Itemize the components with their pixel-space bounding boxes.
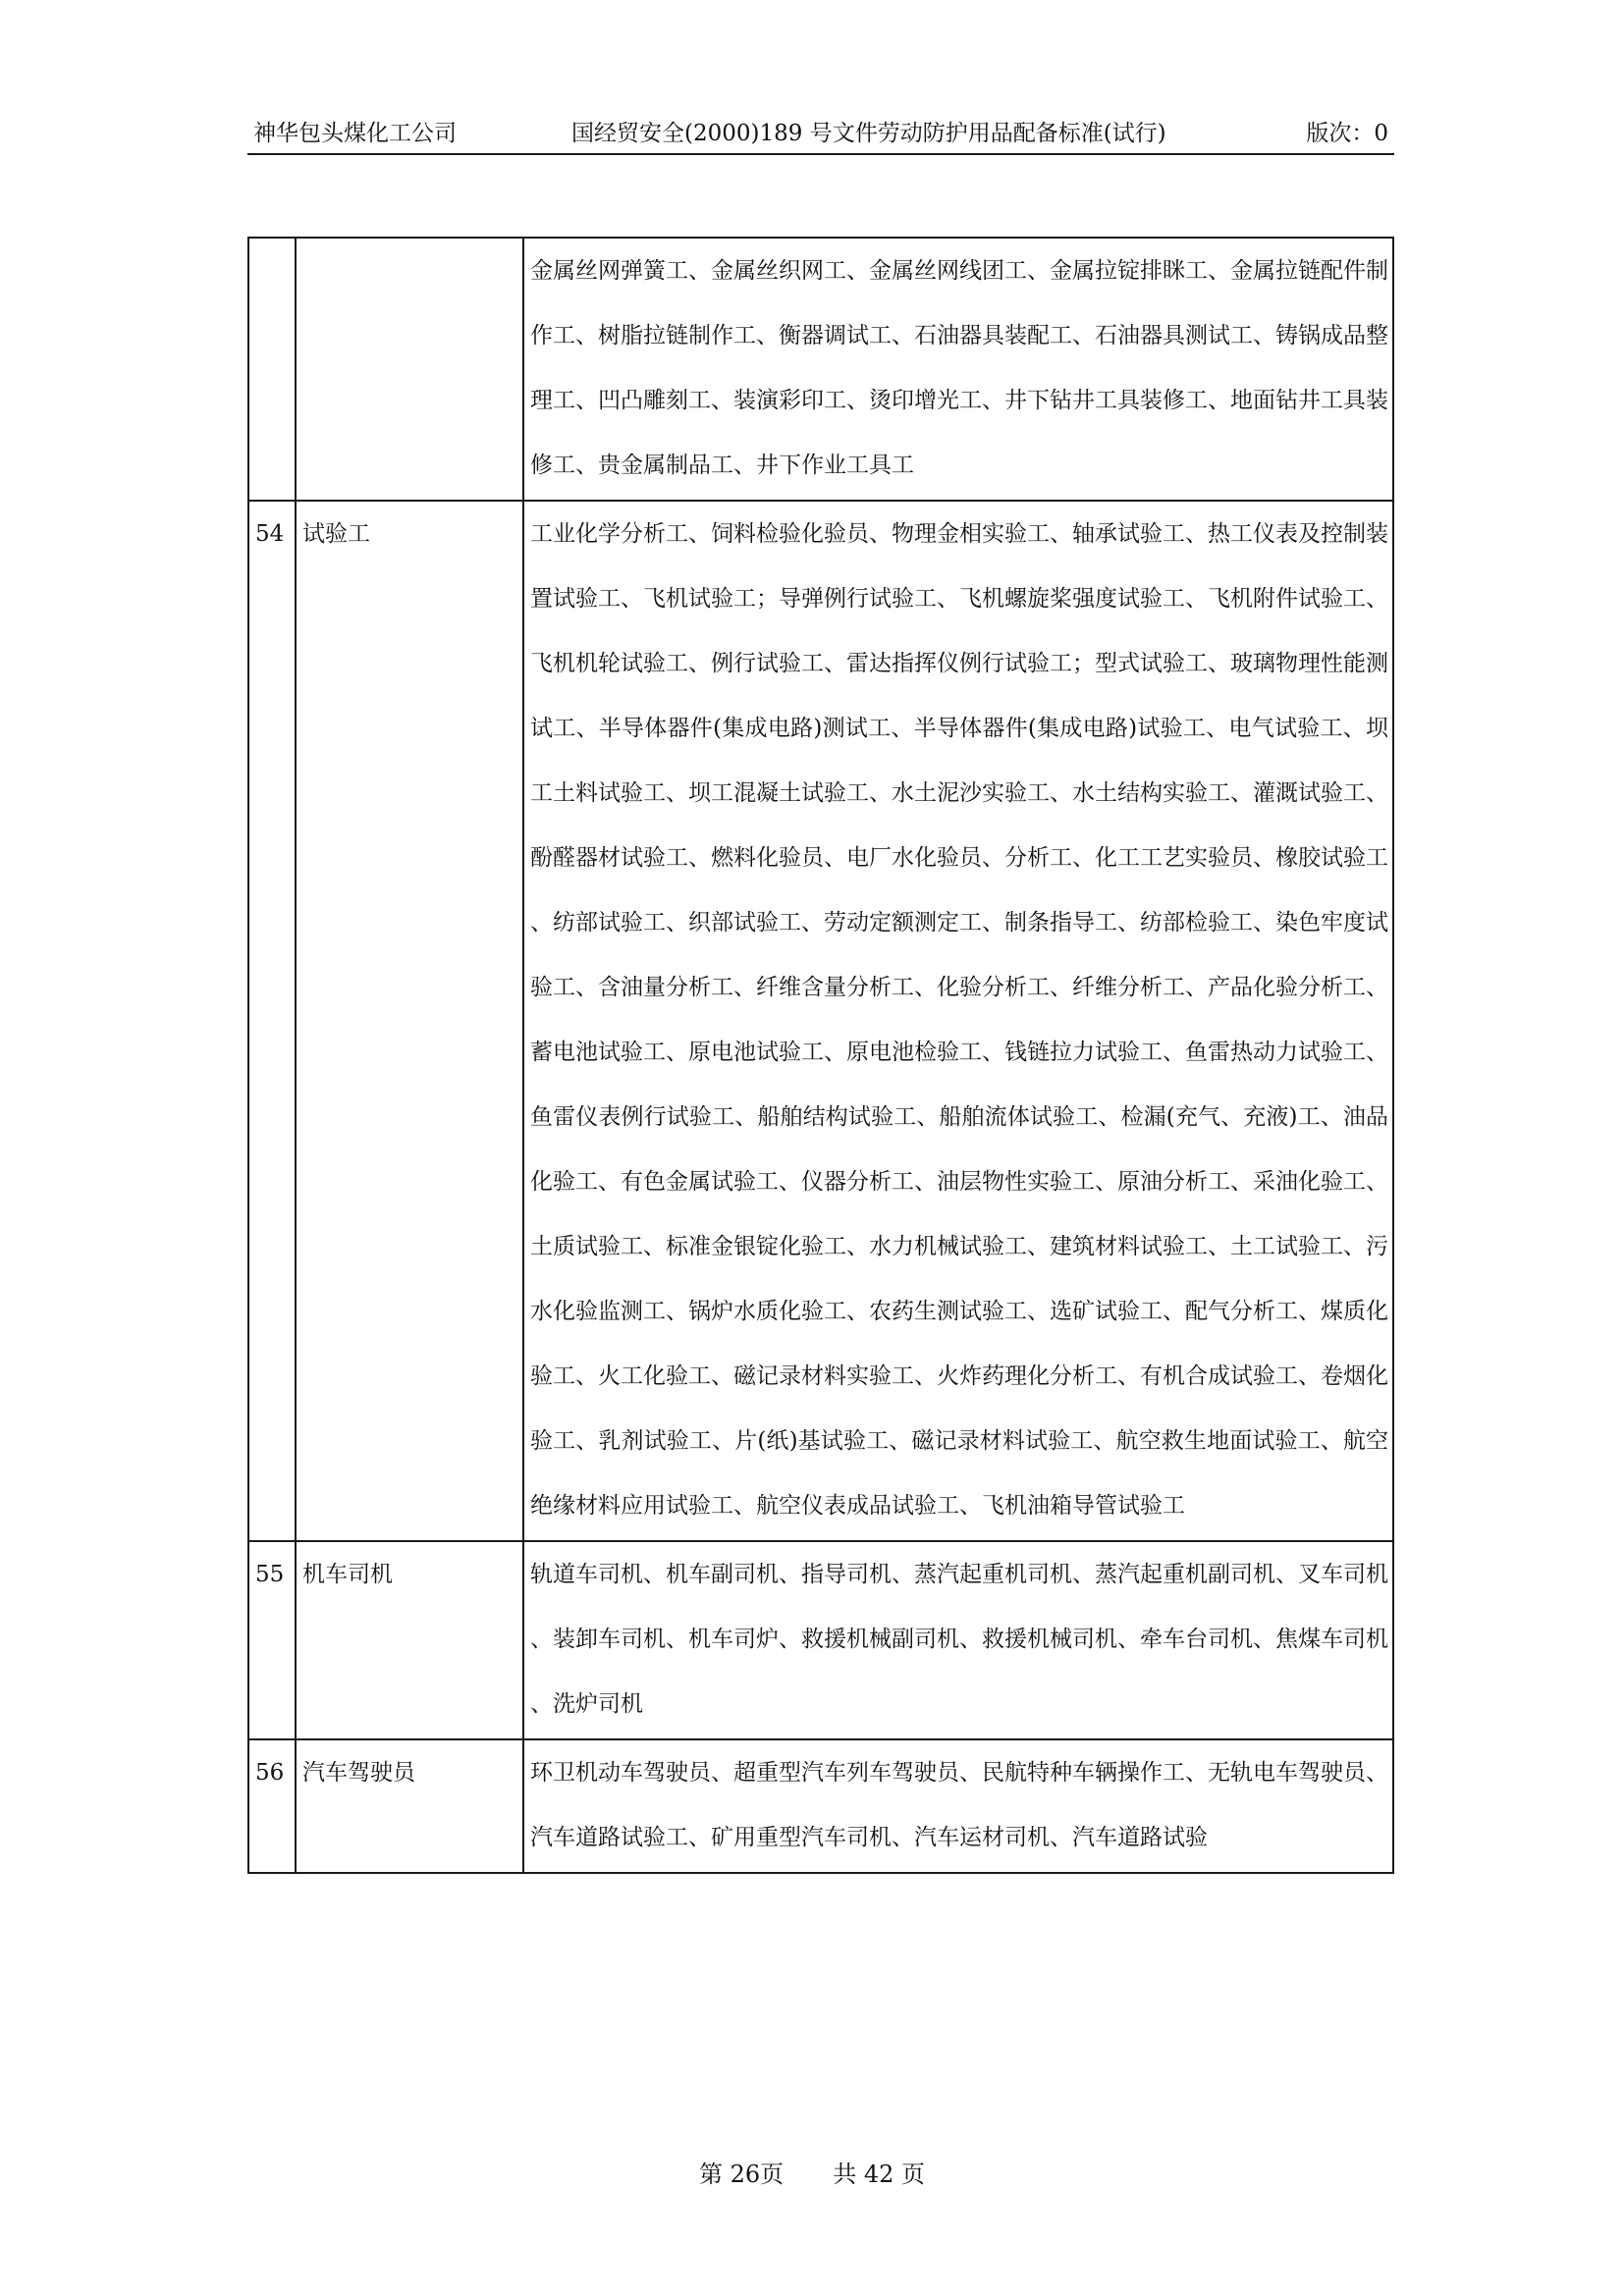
row-number-cell: 55: [248, 1541, 296, 1739]
job-list-text: 轨道车司机、机车副司机、指导司机、蒸汽起重机司机、蒸汽起重机副司机、叉车司机、装卸车司机、机车司炉、救援机械副司机、救援机械司机、牵车台司机、焦煤车司机、洗炉司机: [530, 1562, 1388, 1717]
row-number-cell: 56: [248, 1739, 296, 1873]
protective-equipment-table: [247, 237, 1394, 1874]
row-number-cell: [248, 238, 296, 501]
document-title: 国经贸安全(2000)189 号文件劳动防护用品配备标准(试行): [571, 121, 1166, 146]
total-page-count: 共 42 页: [833, 2161, 925, 2188]
job-list-cell: [523, 238, 1393, 501]
page-header: [247, 114, 1394, 155]
job-type-cell: 机车司机: [296, 1541, 523, 1739]
table-row: [248, 1541, 1393, 1739]
job-list-text: 工业化学分析工、饲料检验化验员、物理金相实验工、轴承试验工、热工仪表及控制装置试验工、飞机试验工；导弹例行试验工、飞机螺旋桨强度试验工、飞机附件试验工、飞机机轮试验工、例行试验工、雷达指挥仪例行试验工；型式试验工、玻璃物理性能测试工、半导体器件(集成电路)测试工、半导体器件(集成电路)试验工、电气试验工、坝工土料试验工、坝工混凝土试验工、水土泥沙实验工、水土结构实验工、灌溉试验工、酚醛器材试验工、燃料化验员、电厂水化验员、分析工、化工工艺实验员、橡胶试验工、纺部试验工、织部试验工、劳动定额测定工、制条指导工、纺部检验工、染色牢度试验工、含油量分析工、纤维含量分析工、化验分析工、纤维分析工、产品化验分析工、蓄电池试验工、原电池试验工、原电池检验工、钱链拉力试验工、鱼雷热动力试验工、鱼雷仪表例行试验工、船舶结构试验工、船舶流体试验工、检漏(充气、充液)工、油品化验工、有色金属试验工、仪器分析工、油层物性实验工、原油分析工、采油化验工、土质试验工、标准金银锭化验工、水力机械试验工、建筑材料试验工、土工试验工、污水化验监测工、锅炉水质化验工、农药生测试验工、选矿试验工、配气分析工、煤质化验工、火工化验工、磁记录材料实验工、火炸药理化分析工、有机合成试验工、卷烟化验工、乳剂试验工、片(纸)基试验工、磁记录材料试验工、航空救生地面试验工、航空绝缘材料应用试验工、航空仪表成品试验工、飞机油箱导管试验工: [530, 521, 1388, 1519]
job-list-cell: [523, 1739, 1393, 1873]
version-label: 版次：0: [1306, 121, 1388, 146]
job-list-cell: [523, 1541, 1393, 1739]
job-list-text: 环卫机动车驾驶员、超重型汽车列车驾驶员、民航特种车辆操作工、无轨电车驾驶员、汽车道路试验工、矿用重型汽车司机、汽车运材司机、汽车道路试验: [530, 1760, 1388, 1850]
table-row: [248, 501, 1393, 1541]
job-list-cell: [523, 501, 1393, 1541]
current-page-number: 第 26页: [699, 2161, 785, 2188]
page-footer: [0, 2155, 1624, 2194]
row-number-cell: 54: [248, 501, 296, 1541]
standard-table-container: [247, 237, 1394, 1874]
job-list-text: 金属丝网弹簧工、金属丝织网工、金属丝网线团工、金属拉锭排眯工、金属拉链配件制作工、树脂拉链制作工、衡器调试工、石油器具装配工、石油器具测试工、铸锅成品整理工、凹凸雕刻工、装演彩印工、烫印增光工、井下钻井工具装修工、地面钻井工具装修工、贵金属制品工、井下作业工具工: [530, 258, 1388, 478]
job-type-cell: 汽车驾驶员: [296, 1739, 523, 1873]
job-type-cell: 试验工: [296, 501, 523, 1541]
job-type-cell: [296, 238, 523, 501]
company-name: 神华包头煤化工公司: [253, 121, 457, 146]
table-row: [248, 238, 1393, 501]
table-row: [248, 1739, 1393, 1873]
